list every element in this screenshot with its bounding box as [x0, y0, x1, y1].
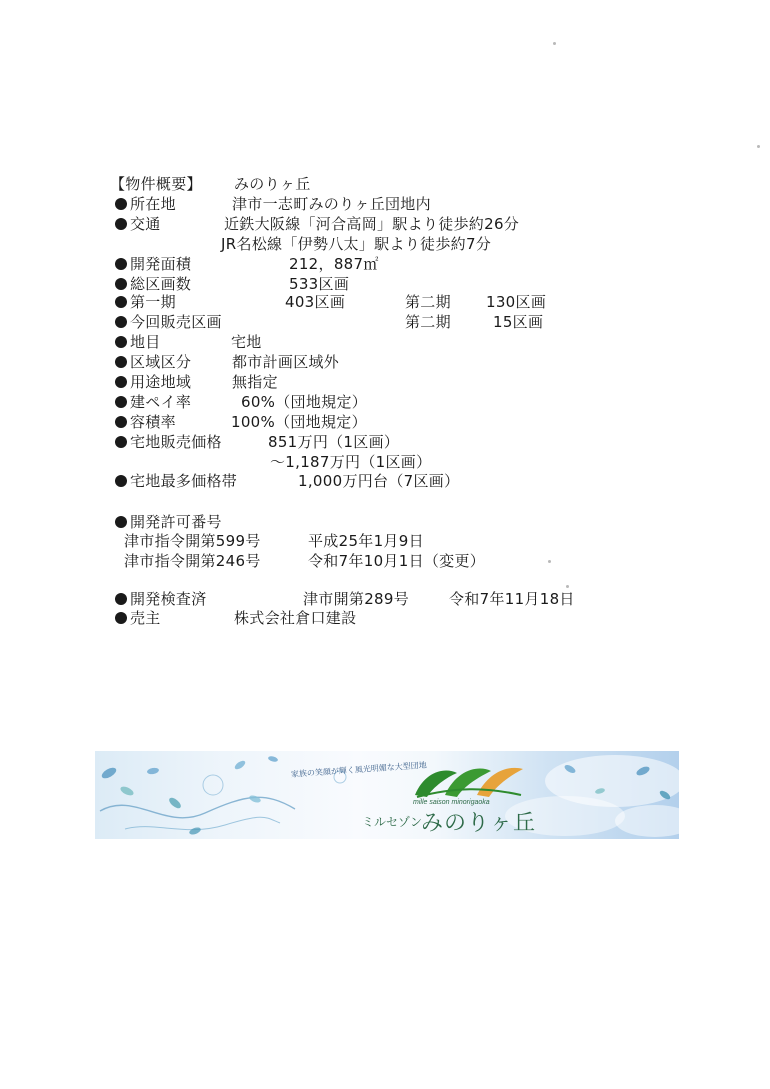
total-lots-label: 総区画数: [130, 275, 192, 293]
seller-value: 株式会社倉口建設: [234, 609, 357, 627]
seller-label: 売主: [130, 609, 161, 627]
logo-leaves: [415, 768, 523, 797]
coverage-value: 60%（団地規定）: [241, 393, 368, 411]
banner-tagline: 家族の笑顔が輝く風光明媚な大型団地: [290, 760, 427, 779]
phase1-value: 403区画: [285, 293, 346, 311]
bullet-icon: [115, 356, 127, 368]
scan-speck: [757, 145, 760, 148]
current-sale-label: 今回販売区画: [130, 313, 222, 331]
current-sale-phase: 第二期: [405, 313, 451, 331]
bullet-icon: [115, 278, 127, 290]
total-lots-value: 533区画: [289, 275, 350, 293]
bullet-icon: [115, 258, 127, 270]
brand-english-name: mille saison minorigaoka: [413, 799, 490, 806]
bullet-icon: [115, 475, 127, 487]
current-sale-value: 15区画: [493, 313, 544, 331]
zoning-value: 都市計画区域外: [232, 353, 340, 371]
bullet-icon: [115, 336, 127, 348]
brand-kana-name: ミルセゾン: [362, 815, 423, 829]
permit-1-number: 津市指令開第599号: [124, 532, 261, 550]
phase1-label: 第一期: [130, 293, 176, 311]
price-line-1: 851万円（1区画）: [268, 433, 400, 451]
land-use-value: 無指定: [232, 373, 278, 391]
price-label: 宅地販売価格: [130, 433, 222, 451]
bullet-icon: [115, 198, 127, 210]
permit-1-date: 平成25年1月9日: [308, 532, 424, 550]
inspection-date: 令和7年11月18日: [449, 590, 575, 608]
land-category-value: 宅地: [231, 333, 262, 351]
zoning-label: 区域区分: [130, 353, 192, 371]
scan-speck: [548, 560, 551, 563]
permit-2-date: 令和7年10月1日（変更）: [308, 552, 486, 570]
location-label: 所在地: [130, 195, 176, 213]
bullet-icon: [115, 593, 127, 605]
land-category-label: 地目: [130, 333, 161, 351]
permit-label: 開発許可番号: [130, 513, 222, 531]
coverage-label: 建ペイ率: [130, 393, 192, 411]
price-line-2: 〜1,187万円（1区画）: [270, 453, 432, 471]
scan-speck: [566, 585, 569, 588]
area-label: 開発面積: [130, 255, 192, 273]
permit-2-number: 津市指令開第246号: [124, 552, 261, 570]
floor-ratio-value: 100%（団地規定）: [231, 413, 367, 431]
bullet-icon: [115, 376, 127, 388]
location-value: 津市一志町みのりヶ丘団地内: [232, 195, 431, 213]
access-line-2: JR名松線「伊勢八太」駅より徒歩約7分: [221, 235, 492, 253]
brand-banner: [95, 751, 679, 839]
section-header: 【物件概要】: [110, 175, 202, 193]
bullet-icon: [115, 416, 127, 428]
bullet-icon: [115, 218, 127, 230]
bullet-icon: [115, 296, 127, 308]
bullet-icon: [115, 612, 127, 624]
inspection-number: 津市開第289号: [303, 590, 410, 608]
access-label: 交通: [130, 215, 161, 233]
inspection-label: 開発検査済: [130, 590, 207, 608]
bullet-icon: [115, 436, 127, 448]
property-name: みのりヶ丘: [234, 175, 311, 193]
phase2-label: 第二期: [405, 293, 451, 311]
floor-ratio-label: 容積率: [130, 413, 176, 431]
price-band-value: 1,000万円台（7区画）: [298, 472, 460, 490]
brand-name: みのりヶ丘: [421, 811, 537, 836]
bullet-icon: [115, 316, 127, 328]
access-line-1: 近鉄大阪線「河合高岡」駅より徒歩約26分: [224, 215, 520, 233]
phase2-value: 130区画: [486, 293, 547, 311]
scan-speck: [553, 42, 556, 45]
price-band-label: 宅地最多価格帯: [130, 472, 238, 490]
bullet-icon: [115, 516, 127, 528]
land-use-label: 用途地域: [130, 373, 192, 391]
bullet-icon: [115, 396, 127, 408]
area-value: 212，887㎡: [289, 255, 379, 273]
